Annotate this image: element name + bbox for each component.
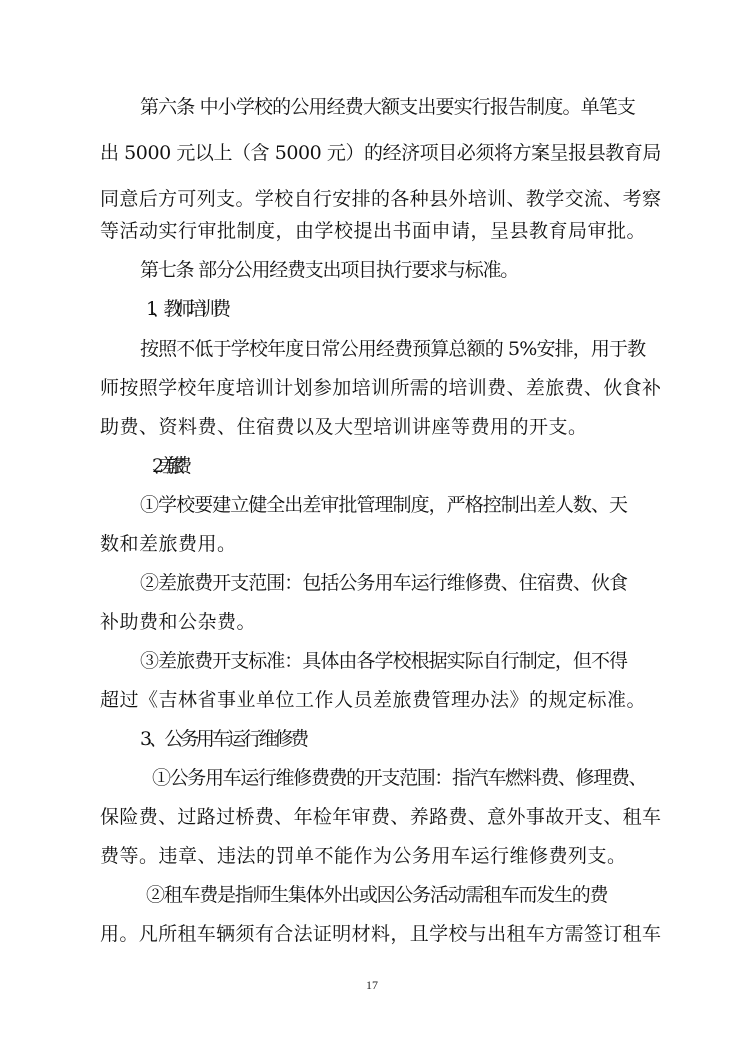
article-7-heading: 第七条 部分公用经费支出项目执行要求与标准。	[140, 259, 519, 281]
section-3-item-1-line-2: 保险费、过路过桥费、年检年审费、养路费、意外事故开支、租车	[100, 806, 662, 828]
section-3-item-2-line-2: 用。凡所租车辆须有合法证明材料，且学校与出租车方需签订租车	[100, 923, 662, 945]
section-2-item-2-line-2: 补助费和公杂费。	[100, 611, 257, 633]
section-2-item-1-line-2: 数和差旅费用。	[100, 533, 237, 555]
section-2-heading: 2、差旅费	[152, 455, 181, 477]
section-3-heading: 3、公务用车运行维修费	[140, 728, 306, 750]
section-2-item-2-line-1: ②差旅费开支范围：包括公务用车运行维修费、住宿费、伙食	[140, 572, 628, 594]
section-2-item-3-line-1: ③差旅费开支标准：具体由各学校根据实际自行制定，但不得	[140, 650, 628, 672]
section-3-item-2-line-1: ②租车费是指师生集体外出或因公务活动需租车而发生的费	[146, 884, 608, 906]
section-1-para-line-2: 师按照学校年度培训计划参加培训所需的培训费、差旅费、伙食补	[100, 377, 662, 399]
section-1-para-line-1: 按照不低于学校年度日常公用经费预算总额的 5%安排，用于教	[140, 338, 646, 360]
section-1-para-line-3: 助费、资料费、住宿费以及大型培训讲座等费用的开支。	[100, 416, 588, 438]
section-2-item-1-line-1: ①学校要建立健全出差审批管理制度，严格控制出差人数、天	[140, 494, 628, 516]
page-number: 17	[366, 978, 378, 992]
section-3-item-1-line-3: 费等。违章、违法的罚单不能作为公务用车运行维修费列支。	[100, 845, 627, 867]
article-6-line-3: 同意后方可列支。学校自行安排的各种县外培训、教学交流、考察	[100, 188, 662, 210]
section-3-item-1-line-1: ①公务用车运行维修费费的开支范围：指汽车燃料费、修理费、	[152, 767, 647, 789]
article-6-line-4: 等活动实行审批制度，由学校提出书面申请，呈县教育局审批。	[100, 220, 647, 242]
article-6-line-2: 出 5000 元以上（含 5000 元）的经济项目必须将方案呈报县教育局	[100, 142, 661, 164]
section-1-heading: 1、教师培训费	[146, 298, 225, 320]
section-2-item-3-line-2: 超过《吉林省事业单位工作人员差旅费管理办法》的规定标准。	[100, 689, 647, 711]
article-6-line-1: 第六条 中小学校的公用经费大额支出要实行报告制度。单笔支	[140, 96, 636, 118]
